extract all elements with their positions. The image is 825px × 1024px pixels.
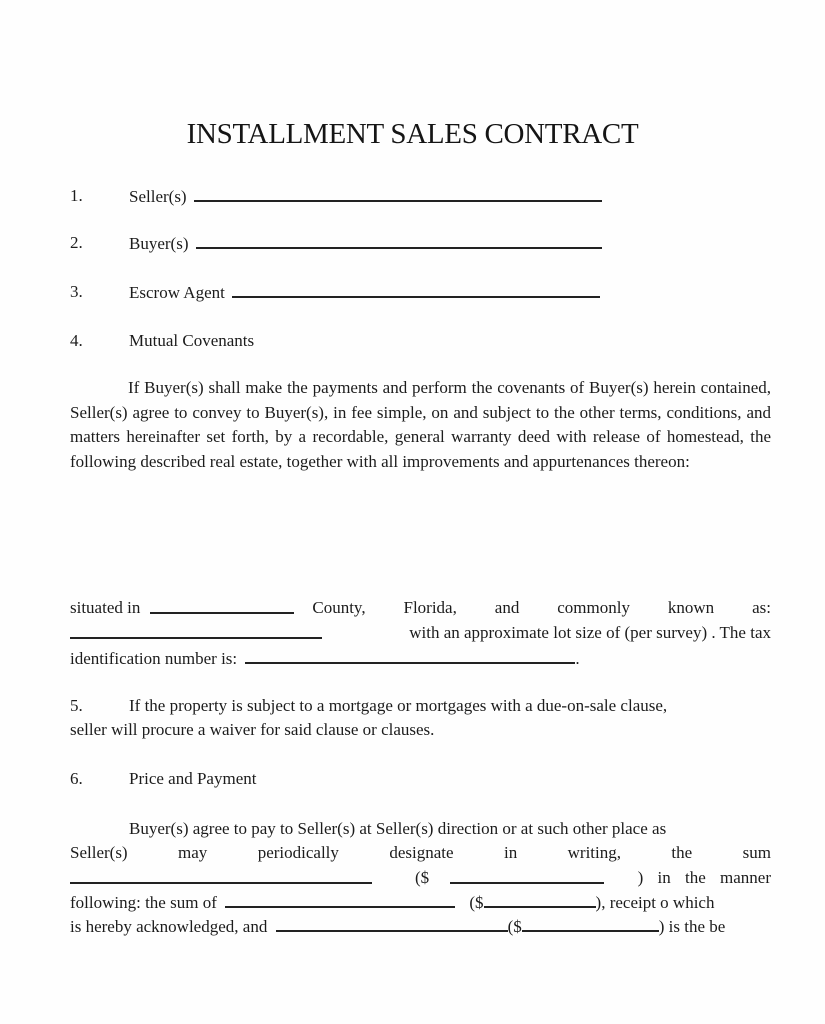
item-number-4: 4. xyxy=(70,331,83,350)
item-number-6: 6. xyxy=(70,769,83,788)
sum-words-input-line[interactable] xyxy=(70,868,372,884)
sum-amount-input-line[interactable] xyxy=(450,868,604,884)
tax-id-input-line[interactable] xyxy=(245,648,575,664)
escrow-agent-input-line[interactable] xyxy=(232,282,600,298)
price-payment-heading: Price and Payment xyxy=(129,769,257,788)
seller-input-line[interactable] xyxy=(194,186,602,202)
payment-line-3: ($ ) in the manner xyxy=(70,868,771,889)
buyer-input-line[interactable] xyxy=(196,233,602,249)
item-number-2: 2. xyxy=(70,233,83,252)
lot-size-text: with an approximate lot size of (per survey) . The tax xyxy=(409,623,771,642)
item-number-3: 3. xyxy=(70,282,83,301)
buyer-field-row xyxy=(129,233,602,254)
item-number-5: 5. xyxy=(70,696,83,715)
document-title: INSTALLMENT SALES CONTRACT xyxy=(186,118,639,150)
location-line-3: identification number is: . xyxy=(70,649,580,668)
seller-label: Seller(s) xyxy=(129,187,187,206)
escrow-agent-field-row xyxy=(129,282,600,303)
payment-line-4: following: the sum of ($ ), receipt o which xyxy=(70,893,715,912)
covenants-text: If Buyer(s) shall make the payments and perform the covenants of Buyer(s) herein contained, Seller(s) agree to convey to Buyer(s), in fee simple, on and subject to the other terms, conditions, and matters hereinafter set forth, by a recordable, general warranty deed with release of homestead, the following described real estate, together with all improvements and appurtenances thereon: xyxy=(70,378,771,471)
situated-in-text: situated in xyxy=(70,598,141,617)
balance-words-input-line[interactable] xyxy=(276,916,508,932)
escrow-agent-label: Escrow Agent xyxy=(129,283,225,302)
address-input-line[interactable] xyxy=(70,623,322,639)
mutual-covenants-heading: Mutual Covenants xyxy=(129,331,255,350)
payment-line-1: Buyer(s) agree to pay to Seller(s) at Seller(s) direction or at such other place as xyxy=(129,819,667,838)
seller-field-row xyxy=(129,186,602,207)
location-line-1 xyxy=(70,598,771,618)
payment-line-5: is hereby acknowledged, and ($ ) is the be xyxy=(70,917,726,936)
down-payment-words-input-line[interactable] xyxy=(225,892,455,908)
covenants-paragraph xyxy=(70,376,771,474)
down-payment-amount-input-line[interactable] xyxy=(484,892,596,908)
county-text: County, Florida, and commonly known as: xyxy=(312,598,771,617)
tax-id-label: identification number is: xyxy=(70,649,238,668)
item-number-1: 1. xyxy=(70,186,83,205)
mortgage-clause-line2: seller will procure a waiver for said clause or clauses. xyxy=(70,720,435,739)
county-input-line[interactable] xyxy=(150,598,294,614)
mortgage-clause-line1: If the property is subject to a mortgage or mortgages with a due-on-sale clause, xyxy=(129,696,668,715)
buyer-label: Buyer(s) xyxy=(129,234,189,253)
location-line-2 xyxy=(70,623,771,643)
payment-line-2: Seller(s) may periodically designate in writing, the sum xyxy=(70,843,771,862)
balance-amount-input-line[interactable] xyxy=(522,916,659,932)
